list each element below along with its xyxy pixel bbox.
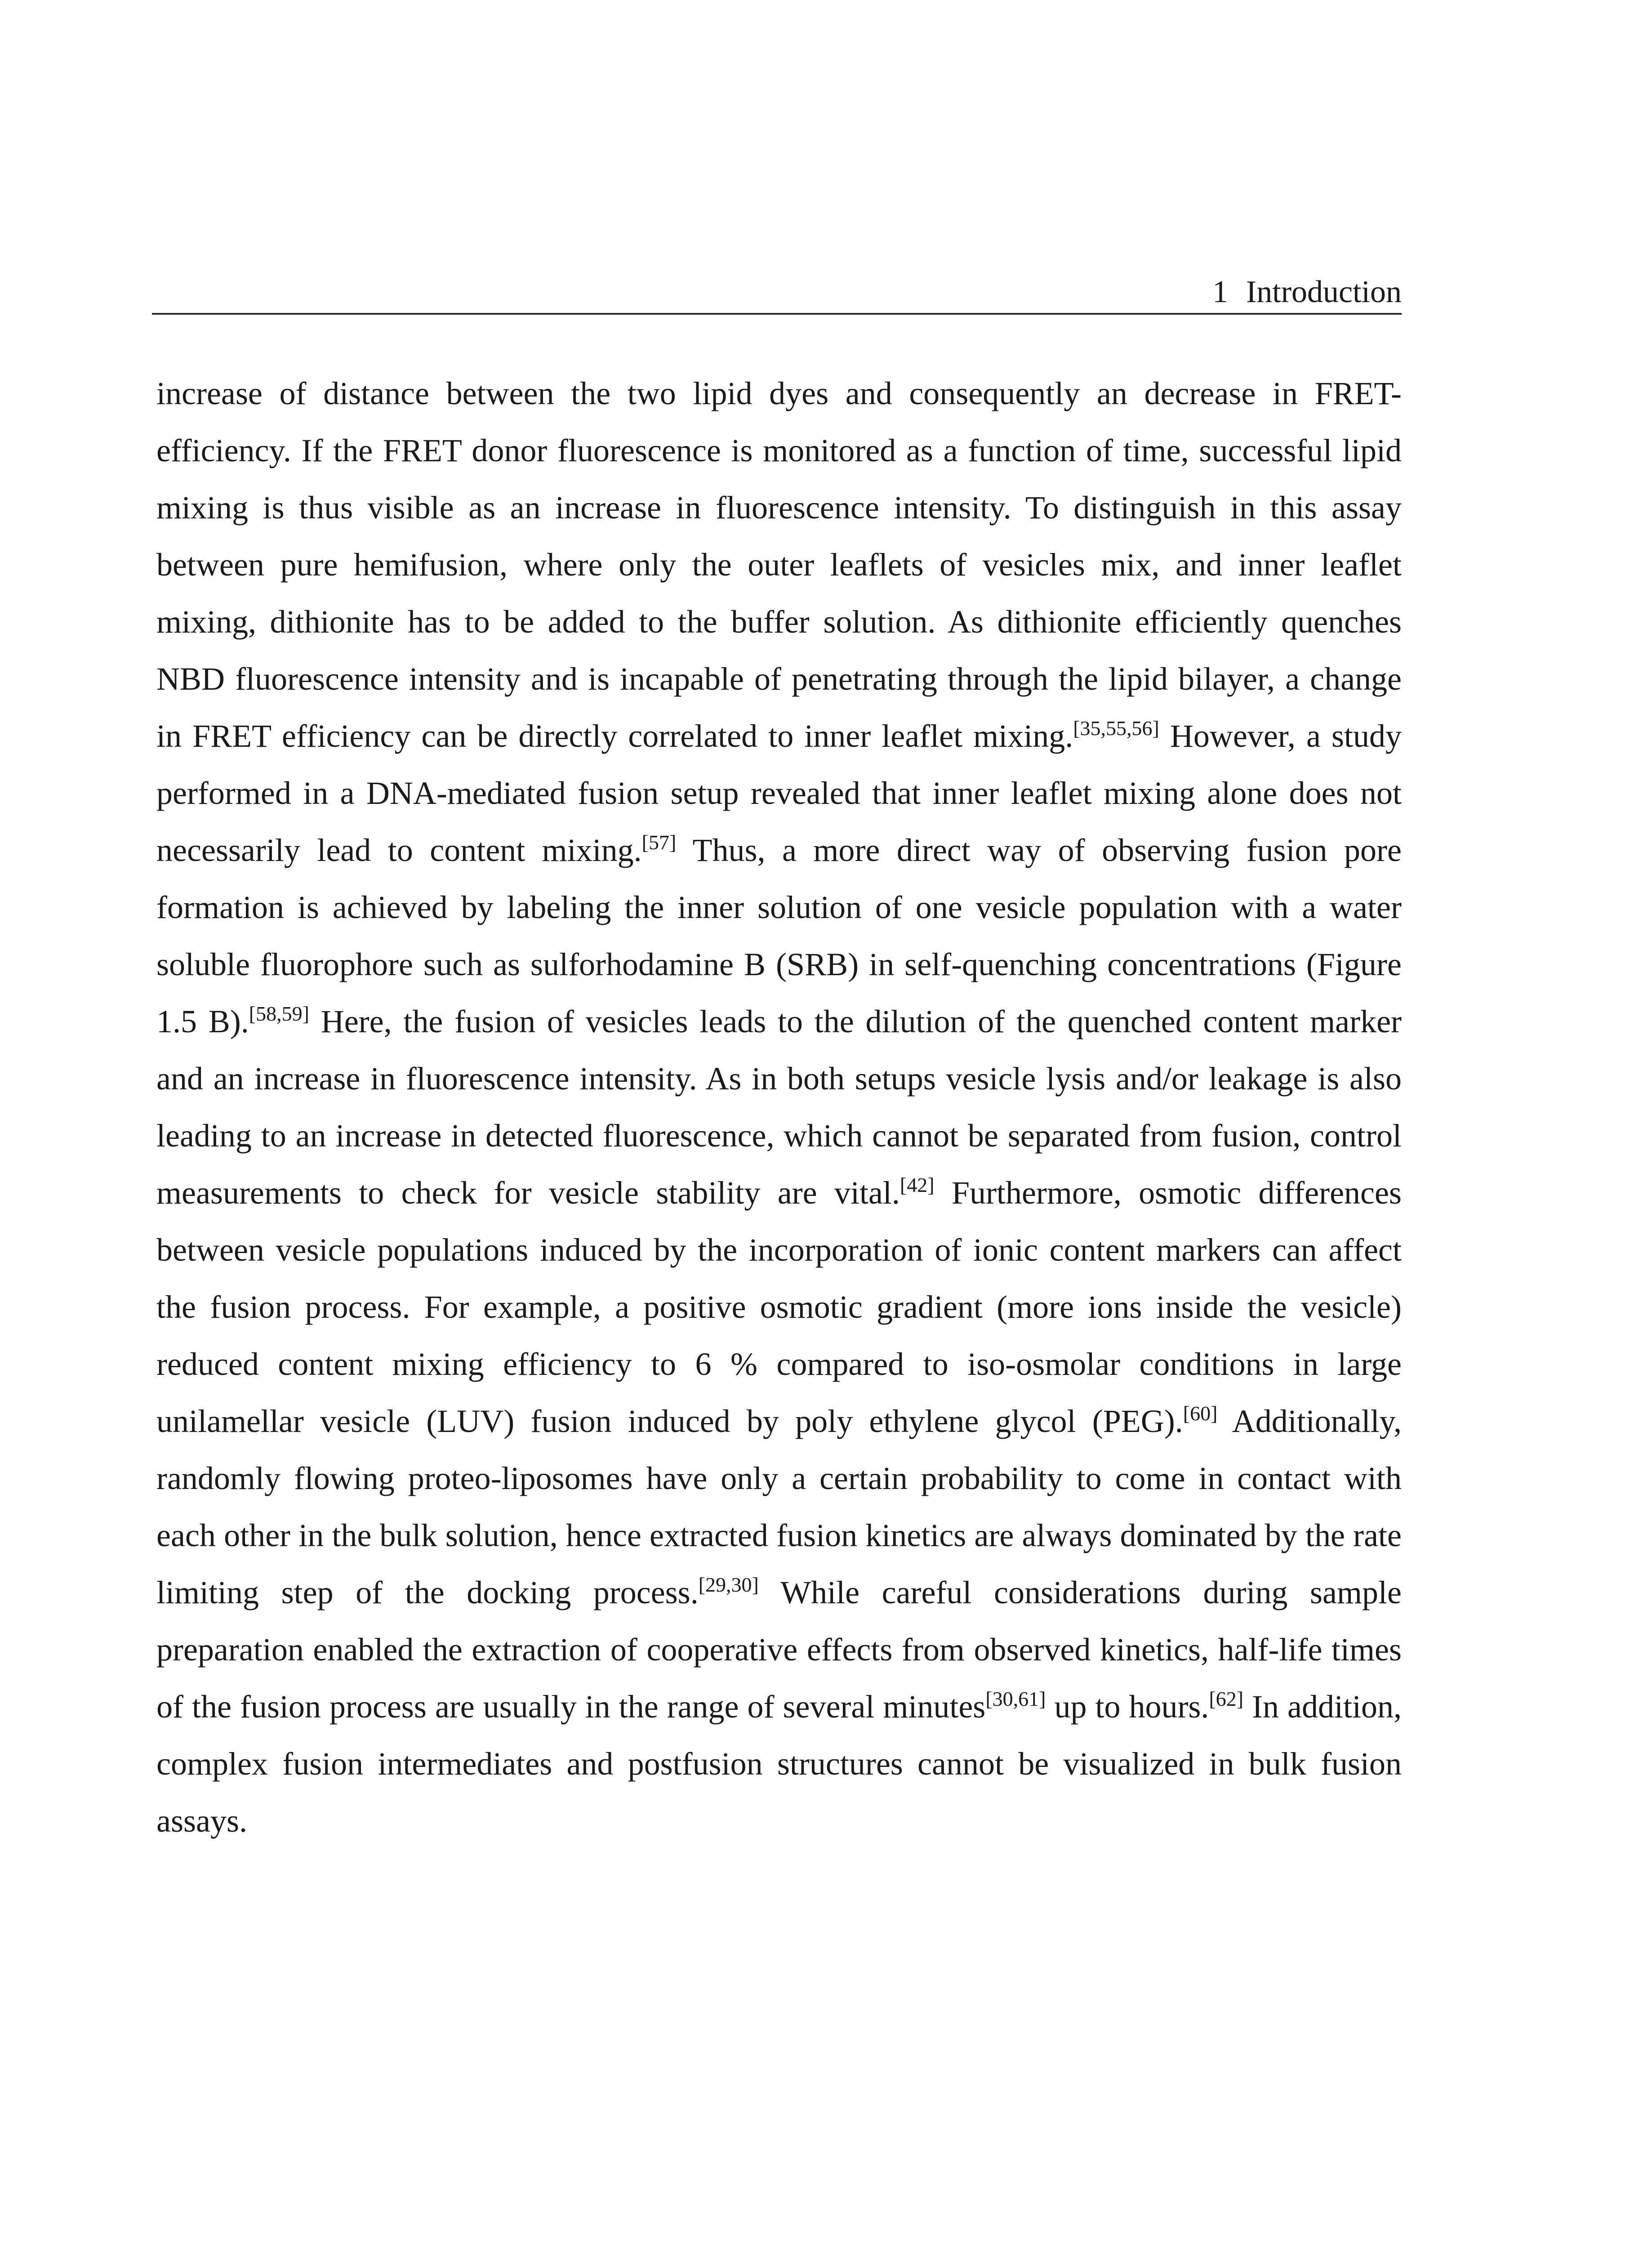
text-segment: Additionally, randomly flowing proteo-liposomes have only a certain probability to come in contact with each other in the bulk solution, hence extracted fusion kinetics are always dominated by the rate limiting step of the docking process. bbox=[156, 1403, 1402, 1610]
text-segment: In addition, complex fusion intermediates and postfusion structures cannot be visualized in bulk fusion assays. bbox=[156, 1689, 1402, 1839]
citation: [62] bbox=[1209, 1687, 1244, 1710]
text-segment: However, a study performed in a DNA-mediated fusion setup revealed that inner leaflet mixing alone does not necessarily lead to content mixing. bbox=[156, 718, 1402, 868]
citation: [29,30] bbox=[698, 1573, 759, 1596]
citation: [42] bbox=[899, 1173, 935, 1196]
citation: [35,55,56] bbox=[1073, 717, 1159, 740]
citation: [57] bbox=[641, 831, 677, 854]
running-header bbox=[152, 270, 1402, 315]
text-segment: Furthermore, osmotic differences between vesicle populations induced by the incorporation of ionic content markers can affect the fusion process. For example, a positive osmotic gradient (more ions inside the vesicle) reduced content mixing efficiency to 6 % compared to iso-osmolar conditions in large unilamellar vesicle (LUV) fusion induced by poly ethylene glycol (PEG). bbox=[156, 1175, 1402, 1439]
body-paragraph bbox=[156, 365, 1402, 1850]
text-segment: up to hours. bbox=[1046, 1689, 1209, 1725]
text-segment: Here, the fusion of vesicles leads to the dilution of the quenched content marker and an increase in fluorescence intensity. As in both setups vesicle lysis and/or leakage is also leading to an increase in detected fluorescence, which cannot be separated from fusion, control measurements to check for vesicle stability are vital. bbox=[156, 1004, 1402, 1211]
chapter-title: Introduction bbox=[1246, 275, 1402, 309]
text-segment: Thus, a more direct way of observing fusion pore formation is achieved by labeling the inner solution of one vesicle population with a water soluble fluorophore such as sulforhodamine B (SRB) in self-quenching concentrations (Figure 1.5 B). bbox=[156, 832, 1402, 1039]
text-segment: increase of distance between the two lipid dyes and consequently an decrease in FRET-efficiency. If the FRET donor fluorescence is monitored as a function of time, successful lipid mixing is thus visible as an increase in fluorescence intensity. To distinguish in this assay between pure hemifusion, where only the outer leaflets of vesicles mix, and inner leaflet mixing, dithionite has to be added to the buffer solution. As dithionite efficiently quenches NBD fluorescence intensity and is incapable of penetrating through the lipid bilayer, a change in FRET efficiency can be directly correlated to inner leaflet mixing. bbox=[156, 375, 1402, 754]
chapter-number: 1 bbox=[1212, 275, 1228, 309]
citation: [30,61] bbox=[985, 1687, 1046, 1710]
citation: [60] bbox=[1183, 1402, 1218, 1425]
citation: [58,59] bbox=[249, 1002, 309, 1025]
text-segment: While careful considerations during sample preparation enabled the extraction of cooperative effects from observed kinetics, half-life times of the fusion process are usually in the range of several minutes bbox=[156, 1574, 1402, 1725]
